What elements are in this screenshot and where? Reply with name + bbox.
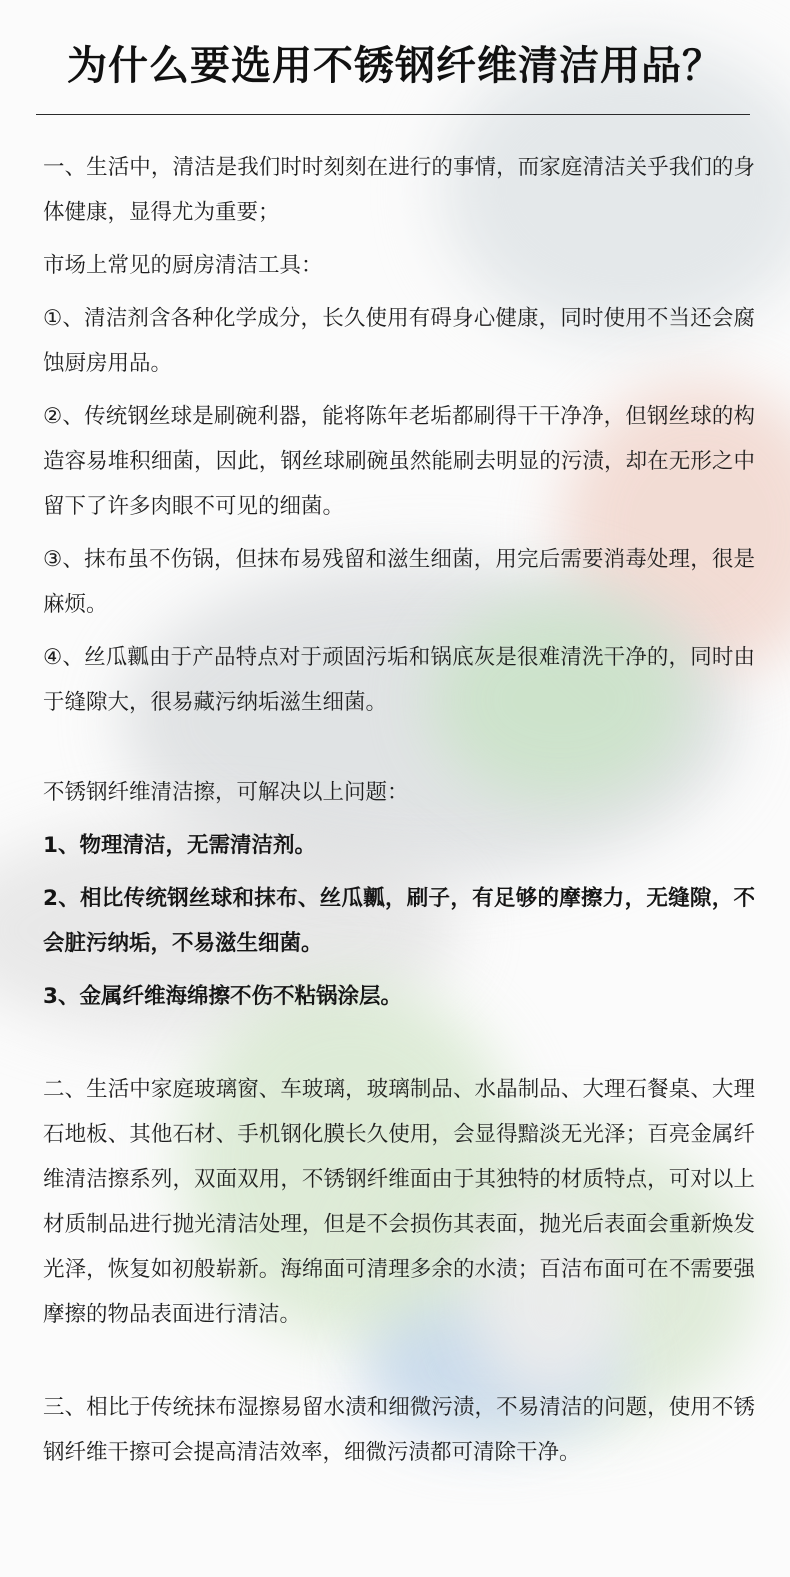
section1-intro: 一、生活中，清洁是我们时时刻刻在进行的事情，而家庭清洁关乎我们的身体健康，显得尤为重要；	[43, 155, 755, 225]
solution-point-1: 1、物理清洁，无需清洁剂。	[43, 833, 316, 858]
tools-heading: 市场上常见的厨房清洁工具：	[43, 253, 323, 278]
tool-item-2: ②、传统钢丝球是刷碗利器，能将陈年老垢都刷得干干净净，但钢丝球的构造容易堆积细菌，因此，钢丝球刷碗虽然能刷去明显的污渍，却在无形之中留下了许多肉眼不可见的细菌。	[43, 404, 755, 519]
solution-heading: 不锈钢纤维清洁擦，可解决以上问题：	[43, 780, 409, 805]
solution-point-3: 3、金属纤维海绵擦不伤不粘锅涂层。	[43, 984, 402, 1009]
article-body	[43, 145, 755, 1483]
solution-point-2: 2、相比传统钢丝球和抹布、丝瓜瓤，刷子，有足够的摩擦力，无缝隙，不会脏污纳垢，不易滋生细菌。	[43, 886, 755, 956]
tool-item-4: ④、丝瓜瓤由于产品特点对于顽固污垢和锅底灰是很难清洗干净的，同时由于缝隙大，很易藏污纳垢滋生细菌。	[43, 645, 755, 715]
section2-paragraph: 二、生活中家庭玻璃窗、车玻璃，玻璃制品、水晶制品、大理石餐桌、大理石地板、其他石材、手机钢化膜长久使用，会显得黯淡无光泽；百亮金属纤维清洁擦系列，双面双用，不锈钢纤维面由于其独特的材质特点，可对以上材质制品进行抛光清洁处理，但是不会损伤其表面，抛光后表面会重新焕发光泽，恢复如初般崭新。海绵面可清理多余的水渍；百洁布面可在不需要强摩擦的物品表面进行清洁。	[43, 1077, 755, 1327]
tool-item-1: ①、清洁剂含各种化学成分，长久使用有碍身心健康，同时使用不当还会腐蚀厨房用品。	[43, 306, 755, 376]
tool-item-3: ③、抹布虽不伤锅，但抹布易残留和滋生细菌，用完后需要消毒处理，很是麻烦。	[43, 547, 755, 617]
section3-paragraph: 三、相比于传统抹布湿擦易留水渍和细微污渍，不易清洁的问题，使用不锈钢纤维干擦可会提高清洁效率，细微污渍都可清除干净。	[43, 1395, 755, 1465]
page-title: 为什么要选用不锈钢纤维清洁用品？	[67, 43, 723, 89]
title-divider	[36, 114, 750, 115]
